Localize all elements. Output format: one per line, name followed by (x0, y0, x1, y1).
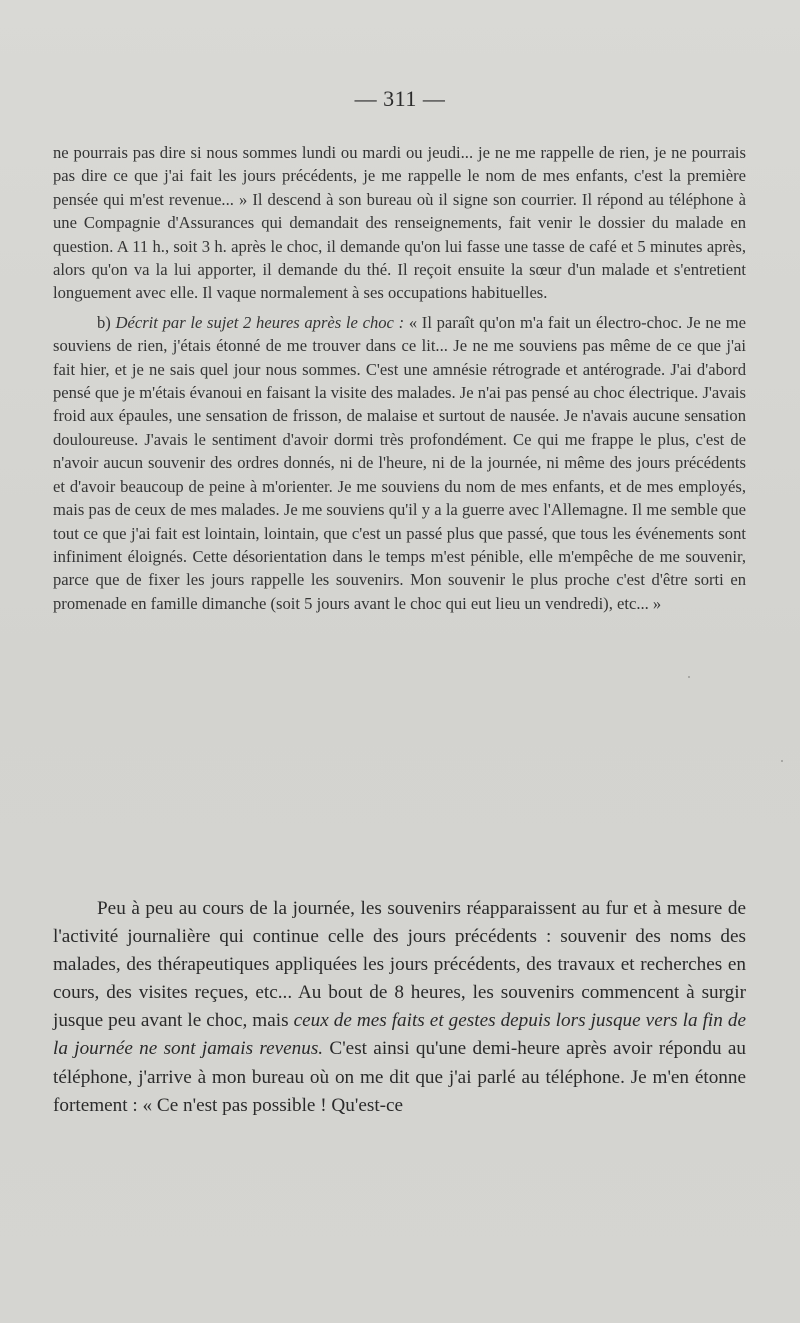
list-marker: b) (97, 312, 116, 332)
italic-heading: Décrit par le sujet 2 heures après le choc : (115, 312, 405, 332)
body-text-part2: C'est ainsi qu'une demi-heure après avoir répondu au téléphone, j'arrive à mon bureau où on me dit que j'ai parlé au téléphone. Je m'en étonne fortement : « Ce n'est pas possible ! Qu'est-ce (53, 1038, 746, 1116)
quoted-case-text (53, 141, 746, 615)
page-number: — 311 — (354, 86, 446, 111)
body-text-part1: Peu à peu au cours de la journée, les souvenirs réapparaissent au fur et à mesure de l'activité journalière qui continue celle des jours précédents : souvenir des noms des malades, des thérapeutiques appliquées les jours précédents, des travaux et recherches en cours, des visites reçues, etc... Au bout de 8 heures, les souvenirs commencent à surgir jusque peu avant le choc, mais (53, 898, 746, 1032)
paragraph-continuation: ne pourrais pas dire si nous sommes lundi ou mardi ou jeudi... je ne me rappelle de rien, je ne pourrais pas dire ce que j'ai fait les jours précédents, je me rappelle le nom de mes enfants, c'est la première pensée qui m'est revenue... » Il descend à son bureau où il signe son courrier. Il répond au téléphone à une Compagnie d'Assurances qui demandait des renseignements, fait venir le dossier du malade en question. A 11 h., soit 3 h. après le choc, il demande qu'on lui fasse une tasse de café et 5 minutes après, alors qu'on va la lui apporter, il demande du thé. Il reçoit ensuite la sœur d'un malade et s'entretient longuement avec elle. Il vaque normalement à ses occupations habituelles. (53, 143, 746, 303)
paragraph-memory-return (53, 895, 746, 1120)
italic-emphasis: ceux de mes faits et gestes depuis lors jusque vers la fin de la journée ne sont jamais revenus. (53, 1010, 746, 1060)
subject-quote: « Il paraît qu'on m'a fait un électro-choc. Je ne me souviens de rien, j'étais étonné de me trouver dans ce lit... Je ne me souviens pas même de ce que j'ai fait hier, et je ne sais quel jour nous sommes. C'est une amnésie rétrograde et antérograde. J'ai d'abord pensé que je m'étais évanoui en faisant la visite des malades. Je n'ai pas pensé au choc électrique. J'avais froid aux épaules, une sensation de frisson, de malaise et surtout de nausée. Je n'avais aucune sensation douloureuse. J'avais le sentiment d'avoir dormi très profondément. Ce qui me frappe le plus, c'est de n'avoir aucun souvenir des ordres donnés, ni de l'heure, ni de la journée, ni même des jours précédents et d'avoir beaucoup de peine à m'orienter. Je me souviens du nom de mes enfants, et de mes employés, mais pas de ceux de mes malades. Je me souviens qu'il y a la guerre avec l'Allemagne. Il me semble que tout ce que j'ai fait est lointain, lointain, que c'est un passé plus que passé, que tous les événements sont infiniment éloignés. Cette désorientation dans le temps m'est pénible, elle m'empêche de me souvenir, parce que de fixer les jours rappelle les souvenirs. Mon souvenir le plus proche c'est d'être sorti en promenade en famille dimanche (soit 5 jours avant le choc qui eut lieu un vendredi), etc... » (53, 312, 746, 613)
paper-speck (781, 760, 783, 762)
paper-speck (688, 676, 690, 678)
paragraph-subject-description (53, 311, 746, 615)
main-body-text (53, 895, 746, 1120)
